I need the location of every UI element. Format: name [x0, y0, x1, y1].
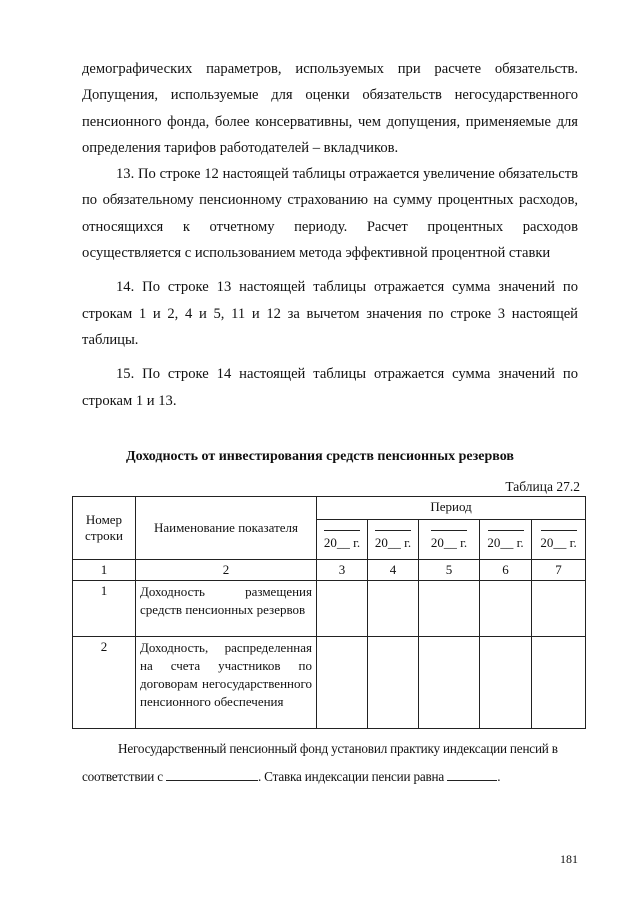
period-label: 20__ г. — [374, 535, 412, 550]
line2-text-a: соответствии с — [82, 769, 163, 784]
row-number: 2 — [73, 637, 136, 729]
paragraph-15: 15. По строке 14 настоящей таблицы отражается сумма значений по строкам 1 и 13. — [82, 366, 578, 409]
value-cell — [480, 581, 532, 637]
period-label: 20__ г. — [487, 535, 524, 550]
paragraph-14: 14. По строке 13 настоящей таблицы отражается сумма значений по строкам 1 и 2, 4 и 5, 11 и 12 за вычетом значения по строке 3 настоящей таблицы. — [82, 279, 578, 348]
column-index: 1 — [73, 560, 136, 581]
column-index-row — [73, 560, 586, 581]
table-row — [73, 581, 586, 637]
page-number: 181 — [560, 852, 578, 866]
table-number: Таблица 27.2 — [505, 479, 580, 494]
value-cell — [317, 637, 368, 729]
column-index: 5 — [419, 560, 480, 581]
period-label: 20__ г. — [430, 535, 468, 550]
indicator-name: Доходность размещения средств пенсионных резервов — [136, 581, 317, 637]
indicator-name: Доходность, распределенная на счета участников по договорам негосударственного пенсионного обеспечения — [136, 637, 317, 729]
period-column-7 — [532, 520, 586, 560]
indexation-text — [82, 735, 582, 791]
header-row-number: Номер строки — [73, 497, 136, 560]
indexation-line-2 — [82, 763, 582, 791]
value-cell — [368, 637, 419, 729]
period-column-3 — [317, 520, 368, 560]
line2-text-c: . — [497, 769, 501, 784]
table-row — [73, 637, 586, 729]
value-cell — [419, 581, 480, 637]
period-label: 20__ г. — [540, 535, 577, 550]
paragraph-continuation: демографических параметров, используемых при расчете обязательств. Допущения, используемые для оценки обязательств негосударственного пенсионного фонда, более консервативны, чем допущения, применяемые для определения тарифов работодателей – вкладчиков. — [82, 61, 578, 156]
blank-field-rate — [447, 767, 497, 781]
value-cell — [532, 581, 586, 637]
header-period: Период — [317, 497, 586, 520]
column-index: 4 — [368, 560, 419, 581]
period-column-4 — [368, 520, 419, 560]
value-cell — [317, 581, 368, 637]
value-cell — [419, 637, 480, 729]
period-column-5 — [419, 520, 480, 560]
indexation-line-1: Негосударственный пенсионный фонд установил практику индексации пенсий в — [118, 741, 558, 756]
header-indicator: Наименование показателя — [136, 497, 317, 560]
line2-text-b: . Ставка индексации пенсии равна — [257, 769, 445, 784]
value-cell — [368, 581, 419, 637]
value-cell — [532, 637, 586, 729]
period-column-6 — [480, 520, 532, 560]
returns-table — [72, 496, 586, 729]
body-text — [82, 56, 578, 414]
value-cell — [480, 637, 532, 729]
blank-field-practice — [166, 767, 258, 781]
row-number: 1 — [73, 581, 136, 637]
table-title: Доходность от инвестирования средств пенсионных резервов — [126, 449, 514, 464]
period-label: 20__ г. — [323, 535, 361, 550]
column-index: 3 — [317, 560, 368, 581]
column-index: 7 — [532, 560, 586, 581]
column-index: 6 — [480, 560, 532, 581]
column-index: 2 — [136, 560, 317, 581]
paragraph-13: 13. По строке 12 настоящей таблицы отражается увеличение обязательств по обязательному пенсионному страхованию на сумму процентных расходов, относящихся к отчетному периоду. Расчет процентных расходов осуществляется с использованием метода эффективной процентной ставки — [82, 166, 578, 262]
